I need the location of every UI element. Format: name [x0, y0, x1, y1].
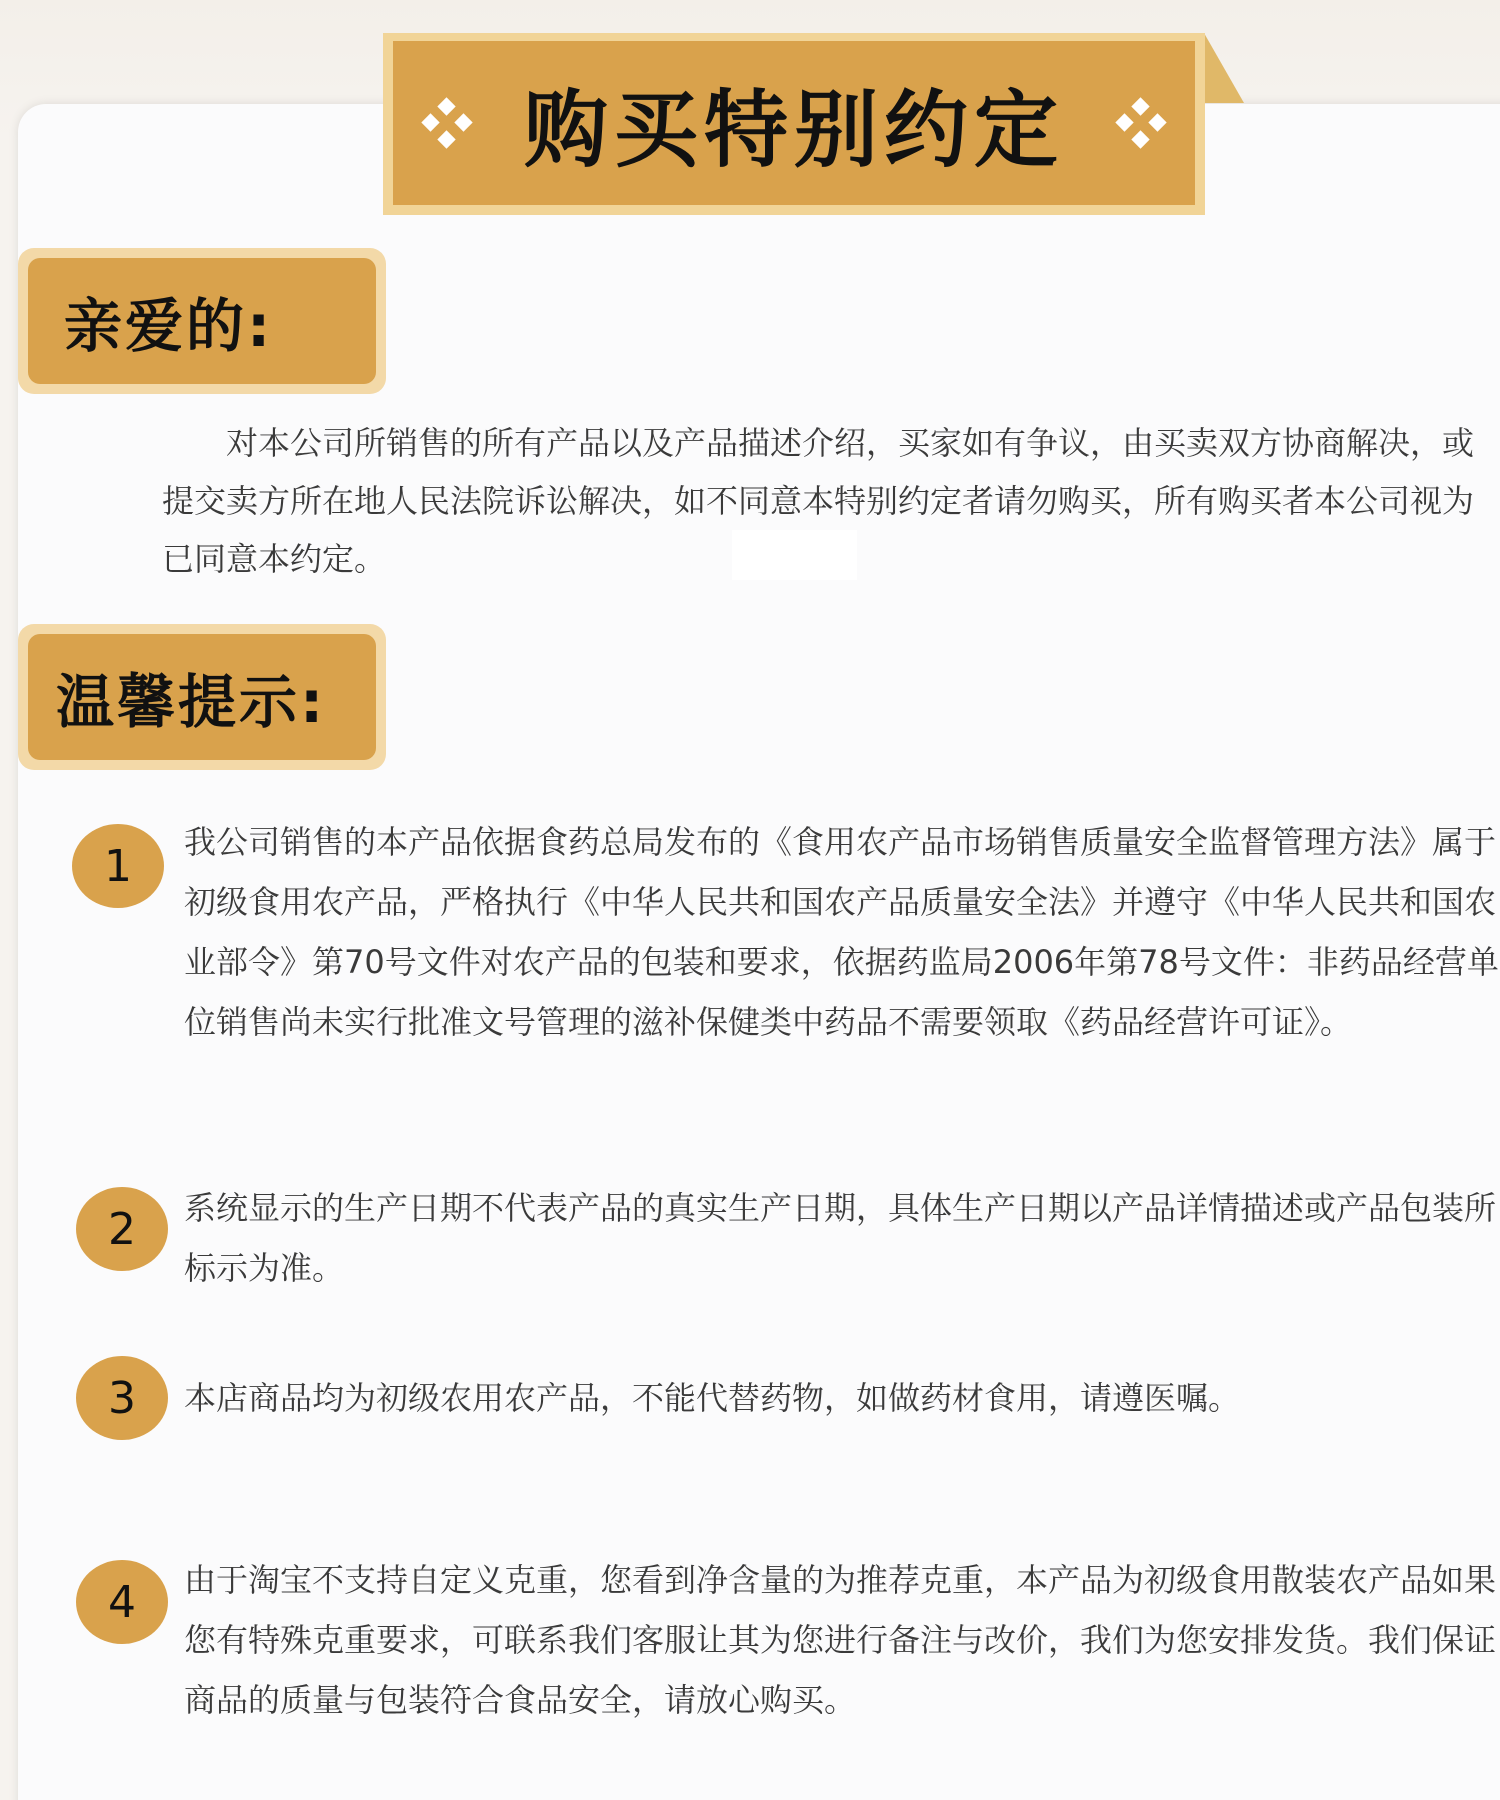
item-number-badge: 3: [76, 1356, 168, 1440]
item-text: 由于淘宝不支持自定义克重，您看到净含量的为推荐克重，本产品为初级食用散装农产品如果您有特殊克重要求，可联系我们客服让其为您进行备注与改价，我们为您安排发货。我们保证商品的质量与包装符合食品安全，请放心购买。: [184, 1561, 1497, 1719]
item-number-badge: 1: [72, 824, 164, 908]
blank-patch: [732, 530, 857, 580]
item-number-badge: 4: [76, 1560, 168, 1644]
banner-fold: [1204, 33, 1244, 103]
greeting-label: 亲爱的:: [28, 258, 376, 384]
tips-label-box: [18, 624, 386, 770]
greeting-label-box: [18, 248, 386, 394]
title-banner-inner: [393, 41, 1195, 205]
item-text: 本店商品均为初级农用农产品，不能代替药物，如做药材食用，请遵医嘱。: [184, 1379, 1241, 1417]
sparkle-left-icon: [422, 98, 472, 148]
item-number-badge: 2: [76, 1187, 168, 1271]
sparkle-right-icon: [1116, 98, 1166, 148]
greeting-paragraph: 对本公司所销售的所有产品以及产品描述介绍，买家如有争议，由买卖双方协商解决，或提交卖方所在地人民法院诉讼解决，如不同意本特别约定者请勿购买，所有购买者本公司视为已同意本约定。: [162, 424, 1475, 578]
item-text: 我公司销售的本产品依据食药总局发布的《食用农产品市场销售质量安全监督管理方法》属于初级食用农产品，严格执行《中华人民共和国农产品质量安全法》并遵守《中华人民共和国农业部令》第70号文件对农产品的包装和要求，依据药监局2006年第78号文件：非药品经营单位销售尚未实行批准文号管理的滋补保健类中药品不需要领取《药品经营许可证》。: [184, 823, 1499, 1041]
title-banner: [383, 33, 1205, 215]
item-text: 系统显示的生产日期不代表产品的真实生产日期，具体生产日期以产品详情描述或产品包装所标示为准。: [184, 1189, 1497, 1287]
tips-label: 温馨提示:: [28, 634, 376, 760]
page-title: 购买特别约定: [523, 80, 1064, 179]
